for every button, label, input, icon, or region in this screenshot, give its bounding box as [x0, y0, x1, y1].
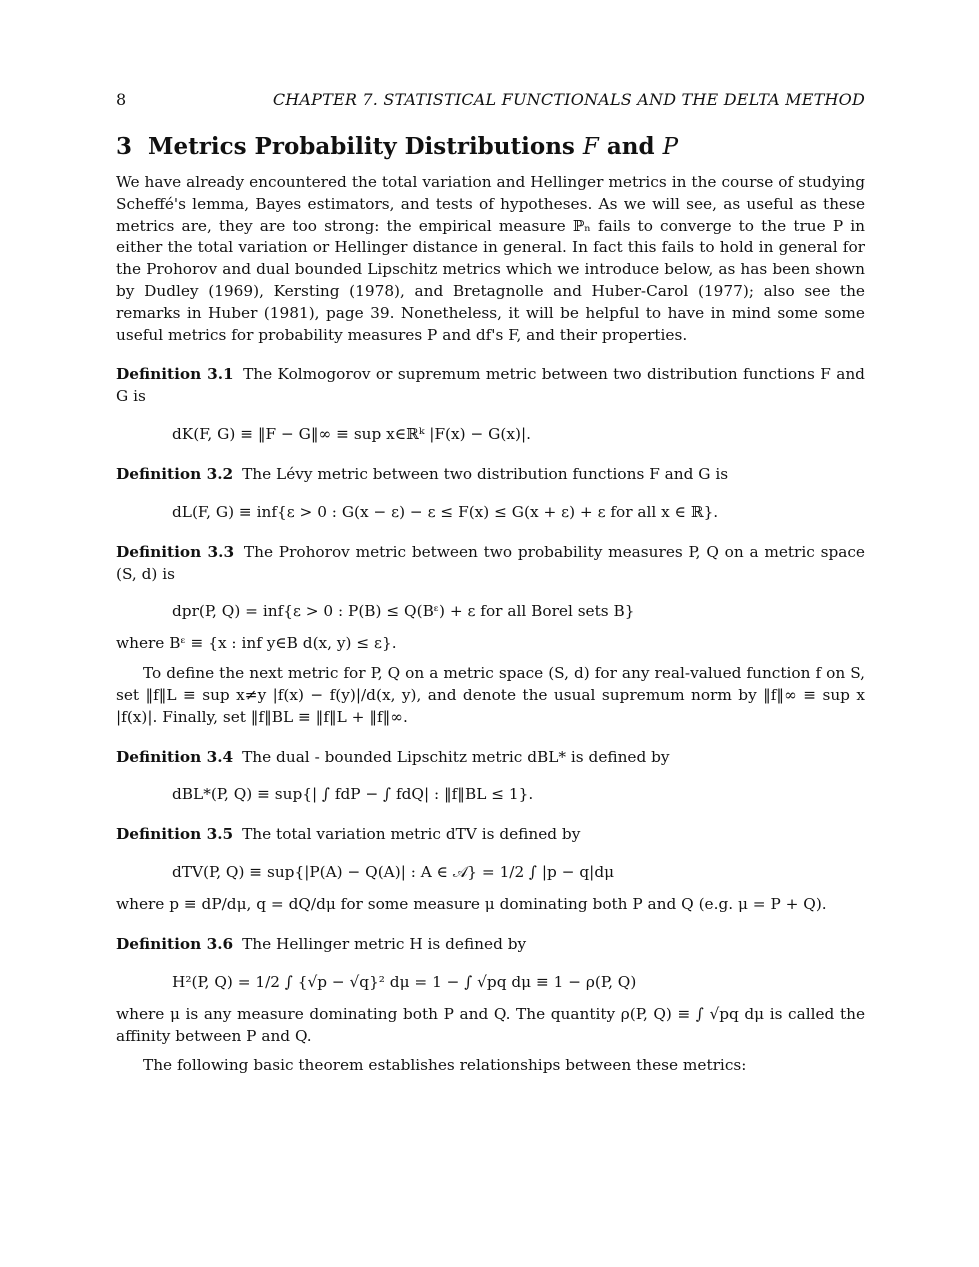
- chapter-title: CHAPTER 7. STATISTICAL FUNCTIONALS AND THE DELTA METHOD: [272, 90, 865, 109]
- definition-3-6: [116, 934, 865, 956]
- definition-3-1: [116, 364, 865, 408]
- section-title-and: and: [606, 133, 655, 160]
- definition-text: The Prohorov metric between two probability measures P, Q on a metric space (S, d) is: [116, 542, 865, 583]
- definition-3-5: [116, 824, 865, 846]
- lipschitz-paragraph: To define the next metric for P, Q on a metric space (S, d) for any real-valued function f on S, set ‖f‖L ≡ sup x≠y |f(x) − f(y)|/d(x, y), and denote the usual supremum norm by ‖f‖∞ ≡ sup x |f(x)|. Finally, set ‖f‖BL ≡ ‖f‖L + ‖f‖∞.: [116, 664, 865, 726]
- closing-paragraph: The following basic theorem establishes relationships between these metrics:: [143, 1056, 747, 1075]
- equation-text: dBL*(P, Q) ≡ sup{| ∫ fdP − ∫ fdQ| : ‖f‖BL ≤ 1}.: [172, 785, 534, 804]
- equation-hellinger: [116, 970, 865, 994]
- definition-label: Definition 3.2: [116, 464, 234, 483]
- equation-text: dK(F, G) ≡ ‖F − G‖∞ ≡ sup x∈ℝᵏ |F(x) − G(x)|.: [172, 424, 531, 443]
- definition-text: The Kolmogorov or supremum metric between two distribution functions F and G is: [116, 365, 865, 406]
- definition-3-3: [116, 542, 865, 586]
- equation-text: dTV(P, Q) ≡ sup{|P(A) − Q(A)| : A ∈ 𝒜} = 1/2 ∫ |p − q|dμ: [172, 863, 615, 882]
- definition-3-2: [116, 464, 865, 486]
- main-content: [116, 133, 865, 1077]
- section-number: 3: [116, 133, 133, 160]
- definition-label: Definition 3.6: [116, 934, 234, 953]
- definition-label: Definition 3.5: [116, 825, 234, 844]
- hellinger-where: where μ is any measure dominating both P and Q. The quantity ρ(P, Q) ≡ ∫ √pq dμ is called the affinity between P and Q.: [116, 1004, 865, 1045]
- definition-3-4: [116, 747, 865, 769]
- section-title: Metrics Probability Distributions: [148, 133, 575, 160]
- definition-text: The Hellinger metric H is defined by: [242, 934, 527, 953]
- equation-text: H²(P, Q) = 1/2 ∫ {√p − √q}² dμ = 1 − ∫ √pq dμ ≡ 1 − ρ(P, Q): [172, 972, 637, 991]
- equation-text: dL(F, G) ≡ inf{ε > 0 : G(x − ε) − ε ≤ F(x) ≤ G(x + ε) + ε for all x ∈ ℝ}.: [172, 502, 719, 521]
- page-number: 8: [116, 90, 127, 109]
- definition-text: The Lévy metric between two distribution functions F and G is: [242, 464, 729, 483]
- equation-text: dpr(P, Q) = inf{ε > 0 : P(B) ≤ Q(Bᵋ) + ε for all Borel sets B}: [172, 602, 635, 621]
- prohorov-where: where Bᵋ ≡ {x : inf y∈B d(x, y) ≤ ε}.: [116, 634, 397, 653]
- section-heading: [116, 133, 865, 160]
- section-title-var-p: P: [662, 134, 679, 160]
- equation-total-variation: [116, 860, 865, 884]
- definition-label: Definition 3.1: [116, 365, 234, 384]
- definition-text: The dual - bounded Lipschitz metric dBL* is defined by: [242, 747, 670, 766]
- definition-text: The total variation metric dTV is defined by: [242, 825, 581, 844]
- equation-prohorov: [116, 599, 865, 623]
- definition-label: Definition 3.3: [116, 542, 235, 561]
- tv-where: where p ≡ dP/dμ, q = dQ/dμ for some measure μ dominating both P and Q (e.g. μ = P + Q).: [116, 895, 827, 914]
- equation-kolmogorov: [116, 422, 865, 446]
- intro-paragraph: We have already encountered the total variation and Hellinger metrics in the course of studying Scheffé's lemma, Bayes estimators, and tests of hypotheses. As we will see, as useful as these metrics are, they are too strong: the empirical measure ℙₙ fails to converge to the true P in either the total variation or Hellinger distance in general. In fact this fails to hold in general for the Prohorov and dual bounded Lipschitz metrics which we introduce below, as has been shown by Dudley (1969), Kersting (1978), and Bretagnolle and Huber-Carol (1977); also see the remarks in Huber (1981), page 39. Nonetheless, it will be helpful to have in mind some some useful metrics for probability measures P and df's F, and their properties.: [116, 173, 865, 344]
- section-title-var-f: F: [582, 134, 599, 160]
- definition-label: Definition 3.4: [116, 747, 234, 766]
- equation-levy: [116, 500, 865, 524]
- equation-dual-bl: [116, 782, 865, 806]
